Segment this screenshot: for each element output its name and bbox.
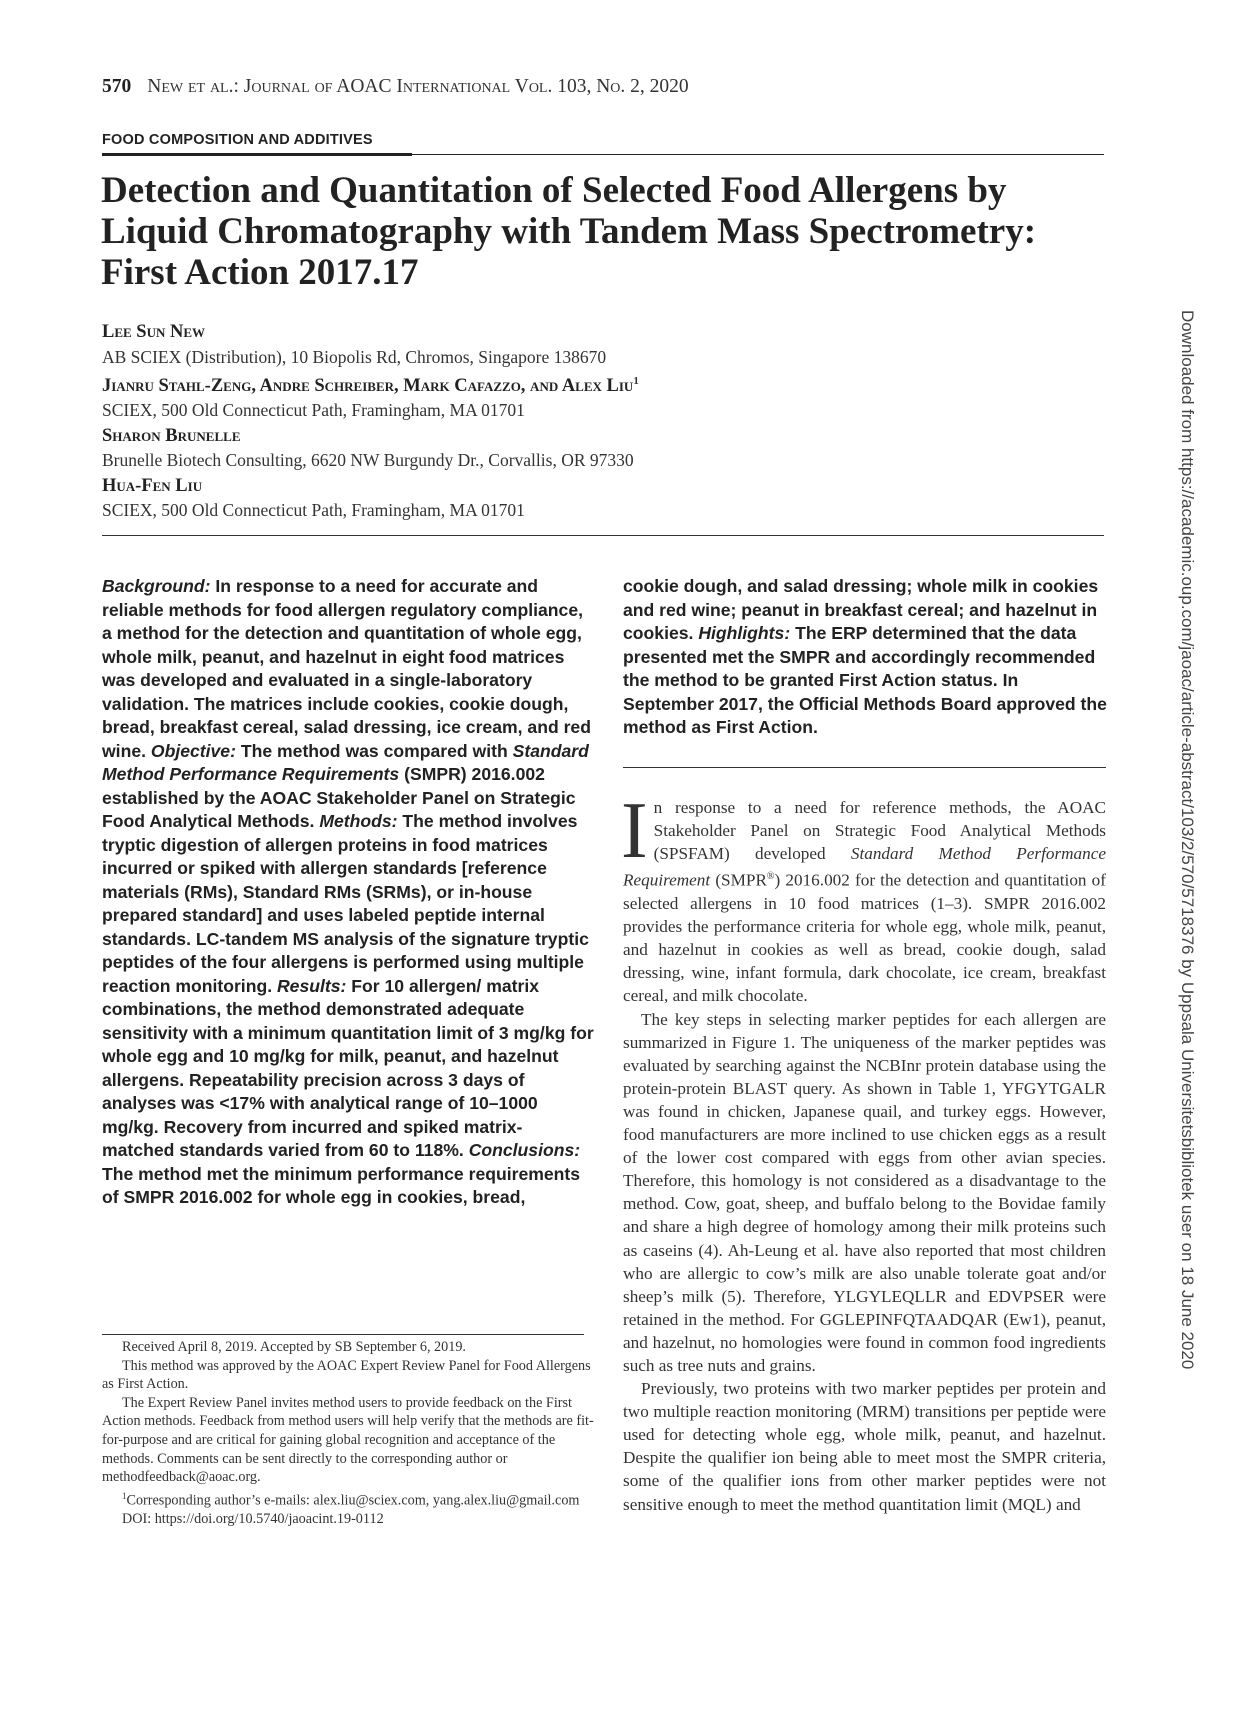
author-names: Jianru Stahl-Zeng, Andre Schreiber, Mark Cafazzo, and Alex Liu xyxy=(102,375,634,396)
page-number: 570 xyxy=(102,76,132,97)
author-group-4 xyxy=(102,473,1102,499)
footnote-invite: The Expert Review Panel invites method users to provide feedback on the First Action methods. Feedback from method users will help verify that the methods are fit-for-purpose and are critical for gaining global recognition and acceptance of the methods. Comments can be sent directly to the corresponding author or methodfeedback@aoac.org. xyxy=(102,1394,594,1486)
abstract-right-column xyxy=(623,575,1107,740)
abstract-end-rule xyxy=(623,767,1106,768)
header-rule xyxy=(102,535,1104,536)
footnotes xyxy=(102,1338,594,1529)
body-paragraph-3: Previously, two proteins with two marker peptides per protein and two multiple reaction monitoring (MRM) transitions per peptide were used for detecting whole egg, whole milk, peanut, and hazelnut. Despite the qualifier ion being able to meet most the SMPR criteria, some of the qualifier ions from other marker peptides were not sensitive enough to meet the method quantitation limit (MQL) and xyxy=(623,1379,1106,1514)
objective-label: Objective: xyxy=(150,740,236,761)
footnote-approved: This method was approved by the AOAC Expert Review Panel for Food Allergens as First Action. xyxy=(102,1357,591,1393)
corresponding-emails: Corresponding author’s e-mails: alex.liu@sciex.com, yang.alex.liu@gmail.com xyxy=(126,1492,580,1509)
highlights-text: The ERP determined that the data presented met the SMPR and accordingly recommended the method to be granted First Action status. In September 2017, the Official Methods Board approved the method as First Action. xyxy=(623,623,1107,737)
objective-text: The method was compared with xyxy=(235,740,513,761)
footnote-doi: DOI: https://doi.org/10.5740/jaoacint.19-0112 xyxy=(122,1511,384,1528)
objective-text-cont: (SMPR) 2016.002 established by the AOAC Stakeholder Panel on Strategic Food Analytical Methods. xyxy=(102,764,576,831)
affiliation-4: SCIEX, 500 Old Connecticut Path, Framingham, MA 01701 xyxy=(102,500,525,521)
footnote-rule xyxy=(102,1334,584,1335)
smpr-title-italic: Standard Method Performance Requirement xyxy=(623,844,1106,891)
smpr-italic: Standard Method Performance Requirements xyxy=(102,740,589,784)
author-names: Hua-Fen Liu xyxy=(102,475,203,496)
conclusions-text: The method met the minimum performance requirements of SMPR 2016.002 for whole egg in cookies, bread, xyxy=(102,1163,581,1207)
registered-mark: ® xyxy=(766,871,775,883)
section-label-rule xyxy=(102,153,412,156)
body-paragraph-1 xyxy=(621,787,1106,1008)
footnote-mark: 1 xyxy=(122,1490,127,1501)
conclusions-label: Conclusions: xyxy=(468,1140,581,1160)
methods-text: The method involves tryptic digestion of allergen proteins in food matrices incurred or spiked with allergen standards [reference materials (RMs), Standard RMs (SRMs), or in-house prepared standard] and uses labeled peptide internal standards. LC-tandem MS analysis of the signature tryptic peptides of the four allergens is performed using multiple reaction monitoring. xyxy=(102,811,589,996)
drop-cap: I xyxy=(621,787,648,875)
journal-citation: New et al.: Journal of AOAC International Vol. 103, No. 2, 2020 xyxy=(147,76,689,97)
running-head xyxy=(102,76,689,98)
author-block xyxy=(102,319,1102,523)
author-names: Sharon Brunelle xyxy=(102,425,241,446)
body-paragraph-2: The key steps in selecting marker peptides for each allergen are summarized in Figure 1. The uniqueness of the marker peptides was evaluated by searching against the NCBInr protein database using the protein-protein BLAST query. As shown in Table 1, YFGYTGALR was found in chicken, Japanese quail, and turkey eggs. However, food manufacturers are more inclined to use chicken eggs as a result of the lower cost compared with eggs from other avian species. Therefore, this homology is not considered as a disadvantage to the method. Cow, goat, sheep, and buffalo belong to the Bovidae family and share a high degree of homology among their milk proteins such as caseins (4). Ah-Leung et al. have also reported that most children who are allergic to cow’s milk are also unable tolerate goat and/or sheep’s milk (5). Therefore, YLGYLEQLLR and EDVPSER were retained in the method. For GGLEPINFQTAADQAR (Ew1), peanut, and hazelnut, no homologies were found in common food ingredients such as tree nuts and grains. xyxy=(623,1009,1106,1375)
conclusions-text-cont: cookie dough, and salad dressing; whole milk in cookies and red wine; peanut in breakfast cereal; and hazelnut in cookies. xyxy=(623,576,1099,643)
author-group-1 xyxy=(102,319,1102,345)
section-label: FOOD COMPOSITION AND ADDITIVES xyxy=(102,132,373,148)
background-label: Background: xyxy=(102,576,211,596)
affiliation-2: SCIEX, 500 Old Connecticut Path, Framingham, MA 01701 xyxy=(102,400,525,421)
top-rule xyxy=(412,154,1104,155)
results-text: For 10 allergen/ matrix combinations, the method demonstrated adequate sensitivity with a minimum quantitation limit of 3 mg/kg for whole egg and 10 mg/kg for milk, peanut, and hazelnut allergens. Repeatability precision across 3 days of analyses was <17% with analytical range of 10–1000 mg/kg. Recovery from incurred and spiked matrix-matched standards varied from 60 to 118%. xyxy=(102,975,594,1160)
author-group-2 xyxy=(102,369,1102,398)
body-text-run: (SMPR xyxy=(710,871,767,891)
author-footnote-mark: 1 xyxy=(633,375,639,387)
abstract-left-column xyxy=(102,575,594,1210)
body-text-run: n response to a need for reference methods, the AOAC Stakeholder Panel on Strategic Food Analytical Methods (SPSFAM) developed xyxy=(653,798,1106,864)
author-group-3 xyxy=(102,423,1102,449)
article-title: Detection and Quantitation of Selected Food Allergens by Liquid Chromatography with Tandem Mass Spectrometry: First Action 2017.17 xyxy=(101,170,1037,293)
author-names: Lee Sun New xyxy=(102,322,206,342)
background-text: In response to a need for accurate and reliable methods for food allergen regulatory compliance, a method for the detection and quantitation of whole egg, whole milk, peanut, and hazelnut in eight food matrices was developed and evaluated in a single-laboratory validation. The matrices include cookies, cookie dough, bread, breakfast cereal, salad dressing, ice cream, and red wine. xyxy=(102,576,591,761)
methods-label: Methods: xyxy=(319,811,398,831)
download-watermark: Downloaded from https://academic.oup.com/jaoac/article-abstract/103/2/570/5718376 by Uppsala Universitetsbibliotek user on 18 June 2020 xyxy=(1178,310,1197,1370)
affiliation-3: Brunelle Biotech Consulting, 6620 NW Burgundy Dr., Corvallis, OR 97330 xyxy=(102,450,634,471)
footnote-corresponding xyxy=(102,1487,594,1510)
body-text xyxy=(621,787,1106,1516)
results-label: Results: xyxy=(276,975,347,996)
highlights-label: Highlights: xyxy=(698,623,791,643)
footnote-received: Received April 8, 2019. Accepted by SB September 6, 2019. xyxy=(122,1339,466,1355)
affiliation-1: AB SCIEX (Distribution), 10 Biopolis Rd, Chromos, Singapore 138670 xyxy=(102,346,607,367)
body-text-run: ) 2016.002 for the detection and quantitation of selected allergens in 10 food matrices (1–3). SMPR 2016.002 provides the performance criteria for whole egg, whole milk, peanut, and hazelnut in cookies as well as bread, cookie dough, salad dressing, wine, infant formula, dark chocolate, ice cream, breakfast cereal, and milk chocolate. xyxy=(623,871,1106,1006)
